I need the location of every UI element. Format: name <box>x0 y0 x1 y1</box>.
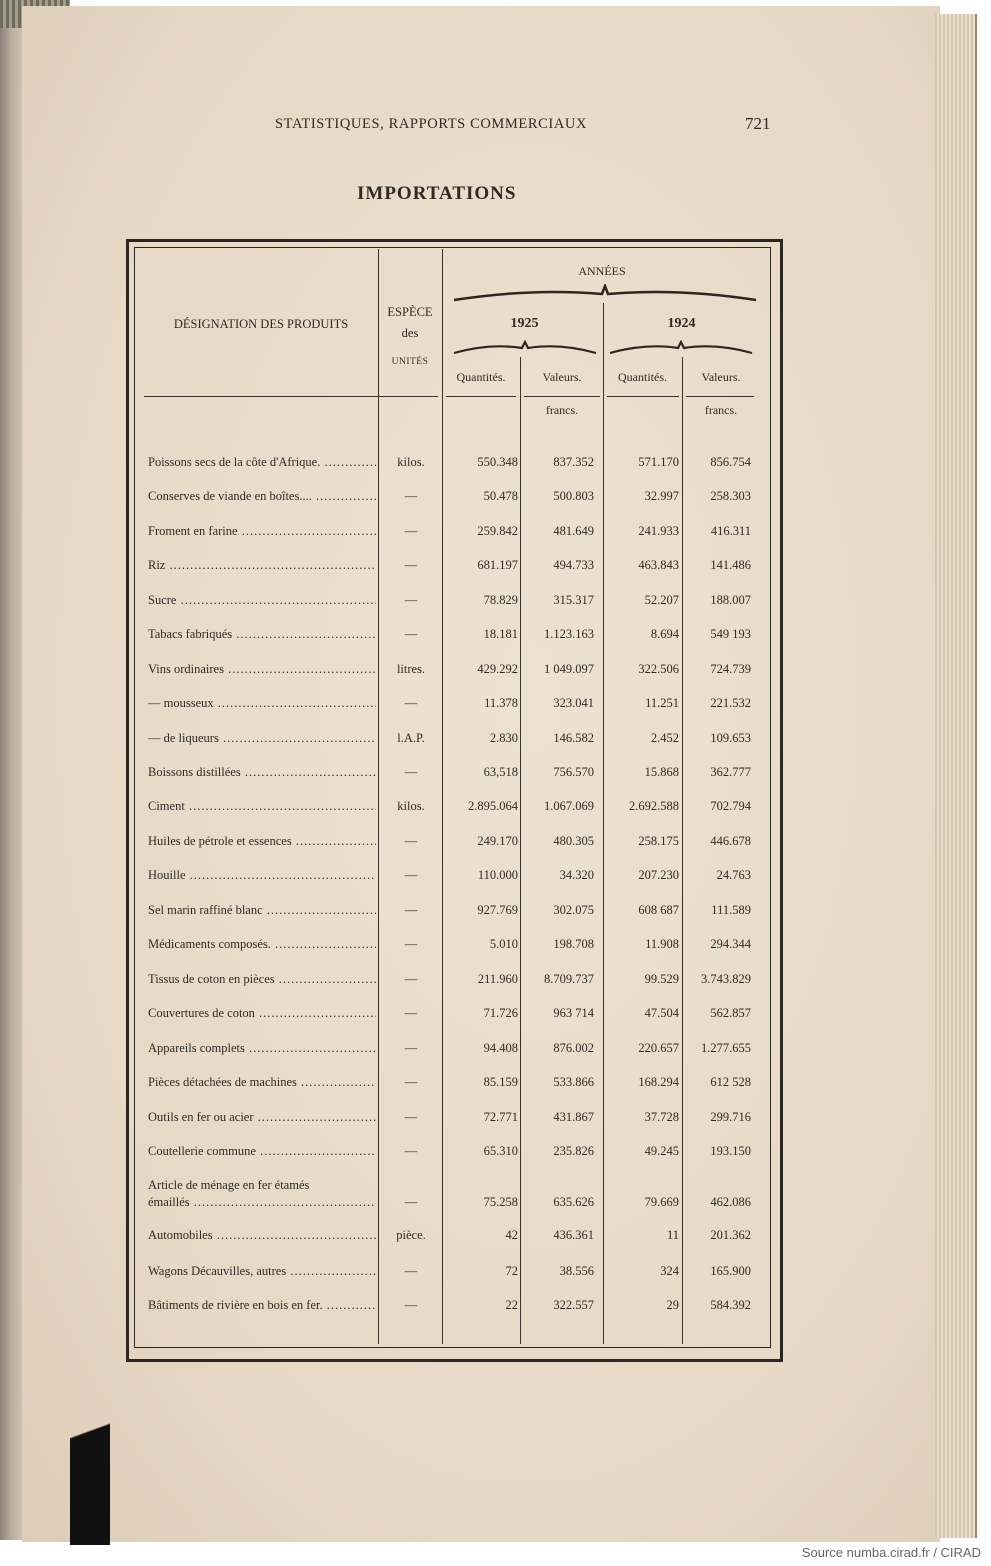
unit-type: — <box>404 1110 418 1124</box>
brace-years <box>452 284 758 306</box>
unit-type: litres. <box>396 662 426 676</box>
table-row <box>0 972 991 992</box>
quantity-1924: 15.868 <box>644 765 679 779</box>
table-row <box>0 1298 991 1318</box>
quantity-1925: 50.478 <box>483 489 518 503</box>
header-unit-line3: UNITÉS <box>391 357 429 367</box>
value-1925: 323.041 <box>553 696 594 710</box>
table-row <box>0 558 991 578</box>
unit-type: kilos. <box>397 455 425 469</box>
quantity-1924: 79.669 <box>644 1195 679 1209</box>
header-rule-v24 <box>686 396 754 397</box>
product-name: Appareils complets ..... <box>148 1041 376 1056</box>
product-name: Conserves de viande en boîtes.... ..... <box>148 489 376 504</box>
product-name: Couvertures de coton ..... <box>148 1006 376 1021</box>
value-1924: 299.716 <box>710 1110 751 1124</box>
value-1924: 612 528 <box>710 1075 751 1089</box>
page-number: 721 <box>745 114 771 133</box>
product-name: Poissons secs de la côte d'Afrique. ..... <box>148 455 376 470</box>
quantity-1925: 550.348 <box>477 455 518 469</box>
quantity-1924: 322.506 <box>638 662 679 676</box>
quantity-1925: 110.000 <box>477 868 518 882</box>
value-1925: 1 049.097 <box>544 662 594 676</box>
value-1925: 8.709.737 <box>544 972 594 986</box>
quantity-1925: 72.771 <box>483 1110 518 1124</box>
quantity-1924: 29 <box>666 1298 679 1312</box>
quantity-1925: 249.170 <box>477 834 518 848</box>
quantity-1925: 22 <box>505 1298 518 1312</box>
unit-type: — <box>404 558 418 572</box>
value-1925: 480.305 <box>553 834 594 848</box>
table-row <box>0 1264 991 1284</box>
page-title: IMPORTATIONS <box>357 183 517 204</box>
header-unit-line2: des <box>401 326 419 340</box>
quantity-1925: 94.408 <box>483 1041 518 1055</box>
value-1924: 462.086 <box>710 1195 751 1209</box>
product-name: — de liqueurs ..... <box>148 731 376 746</box>
unit-type: — <box>404 1144 418 1158</box>
table-row <box>0 834 991 854</box>
product-name: Tissus de coton en pièces ..... <box>148 972 376 987</box>
value-1924: 584.392 <box>710 1298 751 1312</box>
table-row <box>0 1006 991 1026</box>
table-row <box>0 1228 991 1248</box>
product-name: Sucre ..... <box>148 593 376 608</box>
quantity-1924: 241.933 <box>638 524 679 538</box>
table-row <box>0 868 991 888</box>
quantity-1924: 8.694 <box>650 627 679 641</box>
header-quantities-1925: Quantités. <box>456 370 506 384</box>
header-year-1924: 1924 <box>667 316 696 331</box>
quantity-1924: 220.657 <box>638 1041 679 1055</box>
col-divider-unit <box>442 249 443 1344</box>
value-1924: 258.303 <box>710 489 751 503</box>
unit-type: — <box>404 1298 418 1312</box>
unit-type: — <box>404 765 418 779</box>
value-1924: 3.743.829 <box>701 972 751 986</box>
unit-type: — <box>404 627 418 641</box>
table-row <box>0 1041 991 1061</box>
quantity-1924: 11.251 <box>645 696 679 710</box>
value-1924: 562.857 <box>710 1006 751 1020</box>
quantity-1925: 11.378 <box>484 696 518 710</box>
table-row <box>0 903 991 923</box>
value-1925: 1.067.069 <box>544 799 594 813</box>
brace-1925 <box>452 340 598 358</box>
value-1925: 322.557 <box>553 1298 594 1312</box>
value-1925: 315.317 <box>553 593 594 607</box>
quantity-1924: 49.245 <box>644 1144 679 1158</box>
quantity-1925: 681.197 <box>477 558 518 572</box>
product-name: Ciment ..... <box>148 799 376 814</box>
quantity-1925: 2.895.064 <box>468 799 518 813</box>
value-1925: 198.708 <box>553 937 594 951</box>
value-1925: 1.123.163 <box>544 627 594 641</box>
product-name: Pièces détachées de machines ..... <box>148 1075 376 1090</box>
unit-type: — <box>404 524 418 538</box>
quantity-1925: 63,518 <box>483 765 518 779</box>
product-name: Boissons distillées ..... <box>148 765 376 780</box>
table-row <box>0 1178 991 1215</box>
quantity-1925: 78.829 <box>483 593 518 607</box>
value-1925: 235.826 <box>553 1144 594 1158</box>
quantity-1925: 5.010 <box>489 937 518 951</box>
quantity-1924: 11 <box>666 1228 679 1242</box>
col-divider-product <box>378 249 379 1344</box>
unit-type: — <box>404 696 418 710</box>
source-credit: Source numba.cirad.fr / CIRAD <box>801 1545 981 1560</box>
table-row <box>0 593 991 613</box>
table-row <box>0 799 991 819</box>
product-name: Coutellerie commune ..... <box>148 1144 376 1159</box>
value-1924: 193.150 <box>710 1144 751 1158</box>
quantity-1924: 2.452 <box>650 731 679 745</box>
value-1924: 109.653 <box>710 731 751 745</box>
quantity-1925: 65.310 <box>483 1144 518 1158</box>
product-name: Tabacs fabriqués ..... <box>148 627 376 642</box>
running-title: STATISTIQUES, RAPPORTS COMMERCIAUX <box>275 116 588 132</box>
quantity-1924: 99.529 <box>644 972 679 986</box>
value-1925: 756.570 <box>553 765 594 779</box>
value-1924: 416.311 <box>710 524 751 538</box>
value-1925: 146.582 <box>553 731 594 745</box>
value-1925: 876.002 <box>553 1041 594 1055</box>
unit-type: — <box>404 1264 418 1278</box>
unit-type: — <box>404 834 418 848</box>
value-1924: 165.900 <box>710 1264 751 1278</box>
quantity-1925: 75.258 <box>483 1195 518 1209</box>
quantity-1925: 71.726 <box>483 1006 518 1020</box>
value-1924: 724.739 <box>710 662 751 676</box>
value-1925: 635.626 <box>553 1195 594 1209</box>
value-1924: 24.763 <box>716 868 751 882</box>
quantity-1924: 47.504 <box>644 1006 679 1020</box>
table-row <box>0 731 991 751</box>
table-row <box>0 524 991 544</box>
quantity-1924: 168.294 <box>638 1075 679 1089</box>
quantity-1924: 11.908 <box>645 937 679 951</box>
unit-type: — <box>404 937 418 951</box>
value-1924: 294.344 <box>710 937 751 951</box>
header-quantities-1924: Quantités. <box>618 370 667 384</box>
unit-type: — <box>404 489 418 503</box>
table-row <box>0 1075 991 1095</box>
value-1925: 34.320 <box>559 868 594 882</box>
unit-type: — <box>404 593 418 607</box>
table-row <box>0 662 991 682</box>
value-1925: 38.556 <box>559 1264 594 1278</box>
quantity-1924: 207.230 <box>638 868 679 882</box>
table-row <box>0 937 991 957</box>
quantity-1924: 258.175 <box>638 834 679 848</box>
value-1924: 221.532 <box>710 696 751 710</box>
quantity-1924: 608 687 <box>638 903 679 917</box>
quantity-1924: 571.170 <box>638 455 679 469</box>
value-1924: 362.777 <box>710 765 751 779</box>
quantity-1925: 18.181 <box>483 627 518 641</box>
quantity-1925: 72 <box>505 1264 518 1278</box>
quantity-1924: 2.692.588 <box>629 799 679 813</box>
unit-type: — <box>404 903 418 917</box>
value-1924: 446.678 <box>710 834 751 848</box>
header-currency-1925: francs. <box>545 403 579 417</box>
unit-type: — <box>404 868 418 882</box>
value-1925: 533.866 <box>553 1075 594 1089</box>
brace-1924 <box>608 340 754 358</box>
value-1924: 188.007 <box>710 593 751 607</box>
product-name: Automobiles ..... <box>148 1228 376 1243</box>
value-1924: 856.754 <box>710 455 751 469</box>
product-name: émaillés ..... <box>148 1195 376 1210</box>
table-row <box>0 696 991 716</box>
quantity-1924: 32.997 <box>644 489 679 503</box>
value-1925: 302.075 <box>553 903 594 917</box>
unit-type: — <box>404 1006 418 1020</box>
header-rule-q25 <box>446 396 516 397</box>
table-row <box>0 489 991 509</box>
header-rule-left <box>144 396 438 397</box>
unit-type: — <box>404 1041 418 1055</box>
value-1925: 963 714 <box>553 1006 594 1020</box>
product-name: Vins ordinaires ..... <box>148 662 376 677</box>
product-name-line1: Article de ménage en fer étamés <box>148 1178 310 1192</box>
value-1925: 837.352 <box>553 455 594 469</box>
quantity-1925: 259.842 <box>477 524 518 538</box>
value-1925: 436.361 <box>553 1228 594 1242</box>
unit-type: — <box>404 972 418 986</box>
product-name: Wagons Décauvilles, autres ..... <box>148 1264 376 1279</box>
quantity-1925: 927.769 <box>477 903 518 917</box>
value-1924: 201.362 <box>710 1228 751 1242</box>
quantity-1924: 37.728 <box>644 1110 679 1124</box>
unit-type: l.A.P. <box>397 731 425 745</box>
header-unit-line1: ESPÈCE <box>387 305 433 319</box>
quantity-1925: 42 <box>505 1228 518 1242</box>
quantity-1925: 2.830 <box>489 731 518 745</box>
value-1925: 431.867 <box>553 1110 594 1124</box>
product-name: Médicaments composés. ..... <box>148 937 376 952</box>
header-values-1925: Valeurs. <box>542 370 582 384</box>
table-row <box>0 455 991 475</box>
value-1925: 481.649 <box>553 524 594 538</box>
background-corner <box>70 1385 110 1545</box>
value-1924: 1.277.655 <box>701 1041 751 1055</box>
product-name: Huiles de pétrole et essences ..... <box>148 834 376 849</box>
table-row <box>0 627 991 647</box>
quantity-1925: 85.159 <box>483 1075 518 1089</box>
unit-type: pièce. <box>396 1228 426 1242</box>
quantity-1924: 52.207 <box>644 593 679 607</box>
product-name: Houille ..... <box>148 868 376 883</box>
product-name: Outils en fer ou acier ..... <box>148 1110 376 1125</box>
unit-type: — <box>404 1195 418 1209</box>
quantity-1925: 211.960 <box>477 972 518 986</box>
value-1924: 702.794 <box>710 799 751 813</box>
header-currency-1924: francs. <box>704 403 738 417</box>
header-values-1924: Valeurs. <box>701 370 741 384</box>
header-years: ANNÉES <box>578 264 626 278</box>
product-name: Riz ..... <box>148 558 376 573</box>
header-product: DÉSIGNATION DES PRODUITS <box>173 317 349 331</box>
table-row <box>0 1110 991 1130</box>
product-name: Froment en farine ..... <box>148 524 376 539</box>
header-rule-q24 <box>607 396 679 397</box>
value-1924: 141.486 <box>710 558 751 572</box>
value-1925: 500.803 <box>553 489 594 503</box>
unit-type: kilos. <box>397 799 425 813</box>
unit-type: — <box>404 1075 418 1089</box>
quantity-1924: 324 <box>660 1264 679 1278</box>
header-year-1925: 1925 <box>510 316 539 331</box>
value-1924: 549 193 <box>710 627 751 641</box>
table-row <box>0 765 991 785</box>
table-row <box>0 1144 991 1164</box>
quantity-1924: 463.843 <box>638 558 679 572</box>
value-1925: 494.733 <box>553 558 594 572</box>
value-1924: 111.589 <box>711 903 751 917</box>
header-rule-v25 <box>524 396 600 397</box>
quantity-1925: 429.292 <box>477 662 518 676</box>
product-name: — mousseux ..... <box>148 696 376 711</box>
product-name: Sel marin raffiné blanc ..... <box>148 903 376 918</box>
product-name: Bâtiments de rivière en bois en fer. ..... <box>148 1298 376 1313</box>
